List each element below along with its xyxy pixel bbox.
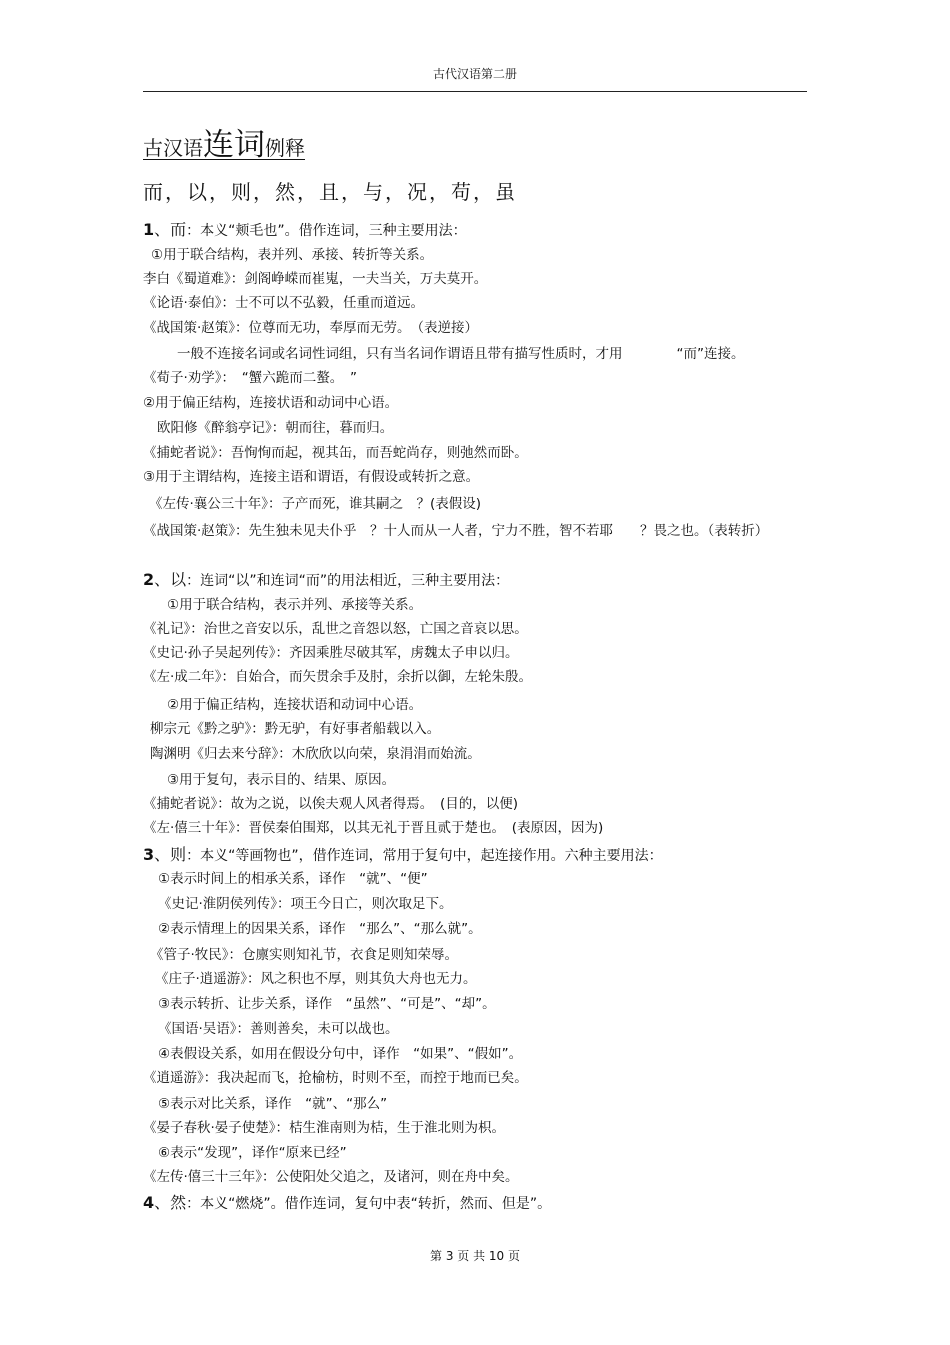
title-part-3: 例释 — [265, 136, 305, 160]
example-line: 《史记·淮阴侯列传》：项王今日亡，则次取足下。 — [158, 896, 453, 912]
usage-line: ②用于偏正结构，连接状语和动词中心语。 — [167, 697, 423, 713]
page-header: 古代汉语第二册 — [432, 67, 517, 81]
section-heading-2 — [143, 570, 807, 591]
example-line: 《庄子·逍遥游》：风之积也不厚，则其负大舟也无力。 — [155, 971, 477, 987]
example-line: 《国语·吴语》：善则善矣，未可以战也。 — [158, 1021, 399, 1037]
example-line: 《捕蛇者说》：故为之说，以俟夫观人风者得焉。 (目的，以便) — [143, 796, 519, 812]
section-word: 、则 — [154, 845, 187, 864]
usage-line: ①用于联合结构，表并列、承接、转折等关系。 — [151, 247, 434, 263]
example-line: 《战国策·赵策》：先生独未见夫仆乎 ？十人而从一人者，宁力不胜，智不若耶 ？畏之也。（表转折） — [143, 523, 769, 539]
section-heading-1 — [143, 220, 807, 241]
example-line: 欧阳修《醉翁亭记》：朝而往，暮而归。 — [157, 420, 394, 436]
example-line: 陶渊明《归去来兮辞》：木欣欣以向荣，泉涓涓而始流。 — [150, 746, 481, 762]
example-line: 《左·成二年》：自始合，而矢贯余手及肘，余折以御，左轮朱殷。 — [143, 669, 533, 685]
usage-line: ③用于复句，表示目的、结果、原因。 — [167, 772, 396, 788]
example-line: 柳宗元《黔之驴》：黔无驴，有好事者船载以入。 — [150, 721, 441, 737]
usage-line: ⑥表示“发现”，译作“原来已经” — [158, 1145, 347, 1161]
section-intro: ：本义“等画物也”，借作连词，常用于复句中，起连接作用。六种主要用法： — [186, 848, 663, 864]
example-line: 《管子·牧民》：仓廪实则知礼节，衣食足则知荣辱。 — [150, 947, 459, 963]
section-word: 、而 — [154, 220, 187, 239]
section-word: 、然 — [154, 1193, 187, 1212]
example-line: 《逍遥游》：我决起而飞，抢榆枋，时则不至，而控于地而已矣。 — [143, 1070, 528, 1086]
header-divider — [143, 91, 807, 92]
section-number: 4 — [143, 1193, 155, 1212]
usage-line: ③表示转折、让步关系，译作 “虽然”、“可是”、“却”。 — [158, 996, 496, 1012]
example-line: 《礼记》：治世之音安以乐，乱世之音怨以怒，亡国之音哀以思。 — [143, 621, 528, 637]
section-intro: ：本义“燃烧”。借作连词，复句中表“转折，然而、但是”。 — [186, 1196, 552, 1212]
section-number: 3 — [143, 845, 155, 864]
example-line: 《荀子·劝学》： “蟹六跪而二螯。 ” — [143, 370, 358, 386]
section-intro: ：连词“以”和连词“而”的用法相近，三种主要用法： — [186, 573, 510, 589]
page-footer: 第 3 页 共 10 页 — [430, 1249, 520, 1263]
example-line: 《史记·孙子吴起列传》：齐因乘胜尽破其军，虏魏太子申以归。 — [143, 645, 519, 661]
note-line: 一般不连接名词或名词性词组，只有当名词作谓语且带有描写性质时，才用 “而”连接。 — [177, 346, 745, 362]
section-word: 、以 — [154, 570, 187, 589]
section-heading-4 — [143, 1193, 807, 1214]
section-intro: ：本义“颊毛也”。借作连词，三种主要用法： — [186, 223, 467, 239]
example-line: 李白《蜀道难》：剑阁峥嵘而崔嵬，一夫当关，万夫莫开。 — [143, 271, 488, 287]
usage-line: ②用于偏正结构，连接状语和动词中心语。 — [143, 395, 399, 411]
example-line: 《左传·僖三十三年》：公使阳处父追之，及诸河，则在舟中矣。 — [143, 1169, 519, 1185]
document-title — [143, 127, 305, 163]
example-line: 《左·僖三十年》：晋侯秦伯围郑，以其无礼于晋且贰于楚也。 (表原因，因为) — [143, 820, 604, 836]
title-part-2: 连词 — [203, 127, 265, 163]
title-part-1: 古汉语 — [143, 136, 203, 160]
usage-line: ⑤表示对比关系，译作 “就”、“那么” — [158, 1096, 388, 1112]
example-line: 《左传·襄公三十年》：子产而死，谁其嗣之 ？(表假设) — [149, 496, 482, 512]
section-heading-3 — [143, 845, 807, 866]
example-line: 《晏子春秋·晏子使楚》：桔生淮南则为桔，生于淮北则为枳。 — [143, 1120, 506, 1136]
conjunction-list: 而，以，则，然，且，与，况，苟，虽 — [143, 180, 517, 204]
usage-line: ①用于联合结构，表示并列、承接等关系。 — [167, 597, 423, 613]
section-number: 2 — [143, 570, 155, 589]
section-number: 1 — [143, 220, 155, 239]
example-line: 《论语·泰伯》：士不可以不弘毅，任重而道远。 — [143, 295, 425, 311]
usage-line: ①表示时间上的相承关系，译作 “就”、“便” — [158, 871, 428, 887]
usage-line: ②表示情理上的因果关系，译作 “那么”、“那么就”。 — [158, 921, 482, 937]
usage-line: ③用于主谓结构，连接主语和谓语，有假设或转折之意。 — [143, 469, 480, 485]
example-line: 《捕蛇者说》：吾恂恂而起，视其缶，而吾蛇尚存，则弛然而卧。 — [143, 445, 528, 461]
usage-line: ④表假设关系，如用在假设分句中，译作 “如果”、“假如”。 — [158, 1046, 523, 1062]
example-line: 《战国策·赵策》：位尊而无功，奉厚而无劳。 （表逆接） — [143, 320, 479, 336]
